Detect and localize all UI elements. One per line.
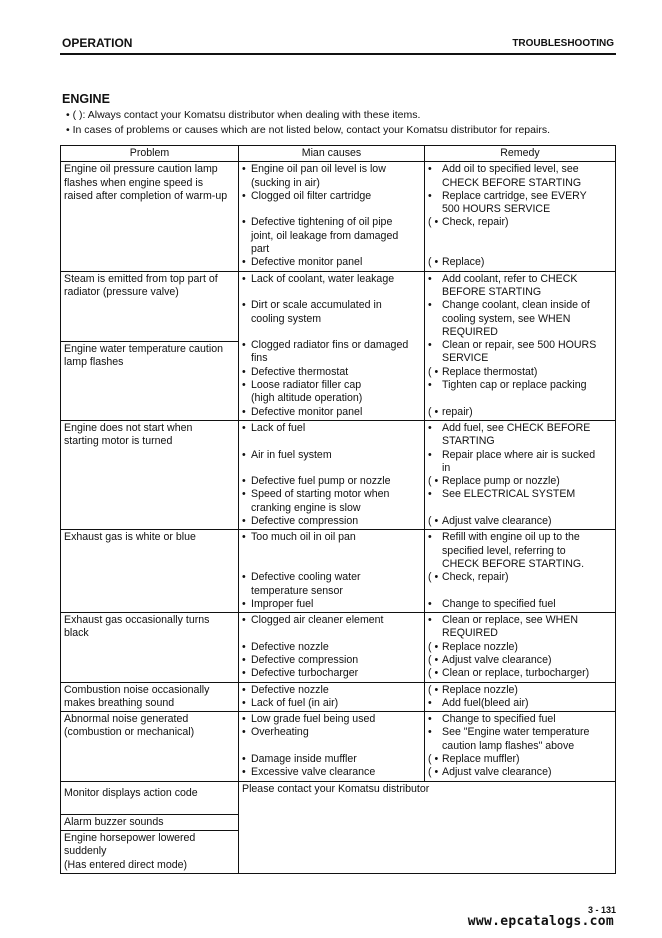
contact-cell: Please contact your Komatsu distributor bbox=[239, 781, 616, 873]
remedy-item: Check, repair) bbox=[442, 216, 509, 229]
cause-item: Engine oil pan oil level is low (sucking in air) bbox=[251, 163, 386, 189]
problem-text: Engine horsepower lowered suddenly (Has entered direct mode) bbox=[64, 831, 196, 871]
notes-list bbox=[66, 108, 550, 138]
watermark: www.epcatalogs.com bbox=[467, 914, 614, 929]
remedy-item: Replace nozzle) bbox=[442, 640, 518, 653]
problem-cell: Engine does not start when starting motor is turned bbox=[61, 420, 239, 529]
column-header: Mian causes bbox=[239, 146, 425, 162]
table-row bbox=[61, 682, 616, 712]
cause-item: Damage inside muffler bbox=[251, 753, 357, 766]
cause-item: Defective fuel pump or nozzle bbox=[251, 475, 391, 488]
problem-text: Alarm buzzer sounds bbox=[61, 815, 238, 831]
table-row bbox=[61, 162, 616, 271]
problem-cell bbox=[61, 271, 239, 420]
note-item: • ( ): Always contact your Komatsu distributor when dealing with these items. bbox=[66, 109, 421, 121]
cause-item: Lack of coolant, water leakage bbox=[251, 272, 395, 285]
column-header: Remedy bbox=[425, 146, 616, 162]
remedy-item: Replace cartridge, see EVERY 500 HOURS SERVICE bbox=[442, 189, 587, 216]
cause-item: Low grade fuel being used bbox=[251, 713, 376, 726]
remedy-item: Adjust valve clearance) bbox=[442, 515, 552, 528]
cause-item: Defective turbocharger bbox=[251, 667, 359, 680]
cause-item: Too much oil in oil pan bbox=[251, 531, 356, 544]
problem-cell bbox=[61, 781, 239, 873]
remedy-item: See "Engine water temperature caution lamp flashes" above bbox=[442, 726, 590, 752]
remedy-item: Adjust valve clearance) bbox=[442, 766, 552, 779]
header-rule bbox=[60, 53, 616, 55]
cause-item: Defective monitor panel bbox=[251, 405, 363, 418]
cause-item: Speed of starting motor when cranking engine is slow bbox=[251, 488, 390, 514]
note-item: • In cases of problems or causes which are not listed below, contact your Komatsu distributor for repairs. bbox=[66, 124, 550, 136]
cause-item: Lack of fuel bbox=[251, 421, 306, 434]
remedy-cell: • Add fuel, see CHECK BEFORE STARTING • Repair place where air is sucked in ( • Replace pump or nozzle) • See ELECTRICAL SYSTEM ( • Adjust valve clearance) bbox=[425, 420, 616, 529]
remedy-cell: • Change to specified fuel • See "Engine water temperature caution lamp flashes" above ( • Replace muffler) ( • Adjust valve clearance) bbox=[425, 712, 616, 781]
remedy-item: Replace nozzle) bbox=[442, 683, 518, 696]
remedy-item: Replace pump or nozzle) bbox=[442, 475, 560, 488]
remedy-item: Add oil to specified level, see CHECK BEFORE STARTING bbox=[442, 163, 582, 189]
cause-item: Defective tightening of oil pipe joint, oil leakage from damaged part bbox=[251, 216, 399, 256]
causes-cell: • Defective nozzle • Lack of fuel (in air) bbox=[239, 682, 425, 712]
remedy-item: Change to specified fuel bbox=[442, 597, 556, 610]
page-title: ENGINE bbox=[62, 92, 110, 106]
table-row bbox=[61, 271, 616, 420]
problem-cell: Engine oil pressure caution lamp flashes when engine speed is raised after completion of warm-up bbox=[61, 162, 239, 271]
chapter-title: TROUBLESHOOTING bbox=[512, 38, 614, 49]
causes-cell: • Lack of coolant, water leakage • Dirt or scale accumulated in cooling system • Clogged radiator fins or damaged fins • Defective thermostat • Loose radiator filler cap (high altitude operation) • Defective monitor panel bbox=[239, 271, 425, 420]
remedy-item: Refill with engine oil up to the specified level, referring to CHECK BEFORE STARTING. bbox=[442, 531, 585, 570]
cause-item: Overheating bbox=[251, 726, 309, 739]
remedy-item: Adjust valve clearance) bbox=[442, 653, 552, 666]
table-row bbox=[61, 781, 616, 873]
remedy-cell: • Add coolant, refer to CHECK BEFORE STARTING • Change coolant, clean inside of cooling system, see WHEN REQUIRED • Clean or repair, see 500 HOURS SERVICE ( • Replace thermostat) • Tighten cap or replace packing ( • repair) bbox=[425, 271, 616, 420]
cause-item: Clogged radiator fins or damaged fins bbox=[251, 339, 409, 365]
remedy-cell: • Clean or replace, see WHEN REQUIRED ( • Replace nozzle) ( • Adjust valve clearance) ( • Clean or replace, turbocharger) bbox=[425, 613, 616, 682]
remedy-cell: ( • Replace nozzle) • Add fuel(bleed air) bbox=[425, 682, 616, 712]
table-header-row bbox=[61, 146, 616, 162]
table-row bbox=[61, 712, 616, 781]
cause-item: Improper fuel bbox=[251, 597, 314, 610]
remedy-item: Replace thermostat) bbox=[442, 365, 538, 378]
table-row bbox=[61, 613, 616, 682]
causes-cell: • Clogged air cleaner element • Defective nozzle • Defective compression • Defective turbocharger bbox=[239, 613, 425, 682]
troubleshooting-table bbox=[60, 145, 616, 874]
remedy-item: Clean or replace, turbocharger) bbox=[442, 667, 590, 680]
remedy-item: Add coolant, refer to CHECK BEFORE STARTING bbox=[442, 272, 578, 298]
cause-item: Air in fuel system bbox=[251, 448, 332, 461]
problem-cell: Exhaust gas is white or blue bbox=[61, 530, 239, 613]
remedy-item: Clean or replace, see WHEN REQUIRED bbox=[442, 614, 579, 640]
remedy-item: repair) bbox=[442, 405, 473, 418]
remedy-item: Change coolant, clean inside of cooling system, see WHEN REQUIRED bbox=[442, 299, 590, 338]
problem-text: Monitor displays action code bbox=[61, 782, 238, 815]
remedy-item: Repair place where air is sucked in bbox=[442, 448, 596, 474]
cause-item: Defective nozzle bbox=[251, 683, 329, 696]
problem-cell: Combustion noise occasionally makes breathing sound bbox=[61, 682, 239, 712]
cause-item: Excessive valve clearance bbox=[251, 766, 376, 779]
remedy-cell: • Add oil to specified level, see CHECK BEFORE STARTING • Replace cartridge, see EVERY 500 HOURS SERVICE ( • Check, repair) ( • Replace) bbox=[425, 162, 616, 271]
cause-item: Clogged air cleaner element bbox=[251, 614, 384, 627]
page-number: 3 - 131 bbox=[587, 905, 616, 915]
remedy-cell: • Refill with engine oil up to the specified level, referring to CHECK BEFORE STARTING. ( • Check, repair) • Change to specified fuel bbox=[425, 530, 616, 613]
remedy-item: Add fuel(bleed air) bbox=[442, 696, 529, 709]
remedy-item: Add fuel, see CHECK BEFORE STARTING bbox=[442, 421, 591, 448]
cause-item: Lack of fuel (in air) bbox=[251, 696, 339, 709]
problem-text: Engine water temperature caution lamp flashes bbox=[64, 342, 223, 368]
cause-item: Defective compression bbox=[251, 653, 359, 666]
table-row bbox=[61, 420, 616, 529]
cause-item: Defective thermostat bbox=[251, 365, 349, 378]
cause-item: Clogged oil filter cartridge bbox=[251, 189, 372, 202]
problem-text: Steam is emitted from top part of radiator (pressure valve) bbox=[61, 272, 238, 342]
problem-cell: Exhaust gas occasionally turns black bbox=[61, 613, 239, 682]
causes-cell: • Low grade fuel being used • Overheating • Damage inside muffler • Excessive valve clearance bbox=[239, 712, 425, 781]
cause-item: Dirt or scale accumulated in cooling system bbox=[251, 299, 382, 325]
causes-cell: • Engine oil pan oil level is low (sucking in air) • Clogged oil filter cartridge • Defective tightening of oil pipe joint, oil leakage from damaged part • Defective monitor panel bbox=[239, 162, 425, 271]
causes-cell: • Lack of fuel • Air in fuel system • Defective fuel pump or nozzle • Speed of starting motor when cranking engine is slow • Defective compression bbox=[239, 420, 425, 529]
cause-item: Loose radiator filler cap (high altitude operation) bbox=[251, 379, 363, 405]
table-row bbox=[61, 530, 616, 613]
remedy-item: Clean or repair, see 500 HOURS SERVICE bbox=[442, 339, 597, 365]
remedy-item: See ELECTRICAL SYSTEM bbox=[442, 488, 576, 501]
column-header: Problem bbox=[61, 146, 239, 162]
remedy-item: Replace muffler) bbox=[442, 753, 520, 766]
remedy-item: Check, repair) bbox=[442, 571, 509, 584]
causes-cell: • Too much oil in oil pan • Defective cooling water temperature sensor • Improper fuel bbox=[239, 530, 425, 613]
cause-item: Defective nozzle bbox=[251, 640, 329, 653]
remedy-item: Change to specified fuel bbox=[442, 713, 556, 726]
remedy-item: Tighten cap or replace packing bbox=[442, 379, 587, 392]
remedy-item: Replace) bbox=[442, 256, 485, 269]
cause-item: Defective cooling water temperature sensor bbox=[251, 571, 361, 597]
cause-item: Defective monitor panel bbox=[251, 256, 363, 269]
cause-item: Defective compression bbox=[251, 515, 359, 528]
section-title: OPERATION bbox=[62, 36, 133, 50]
problem-cell: Abnormal noise generated (combustion or mechanical) bbox=[61, 712, 239, 781]
